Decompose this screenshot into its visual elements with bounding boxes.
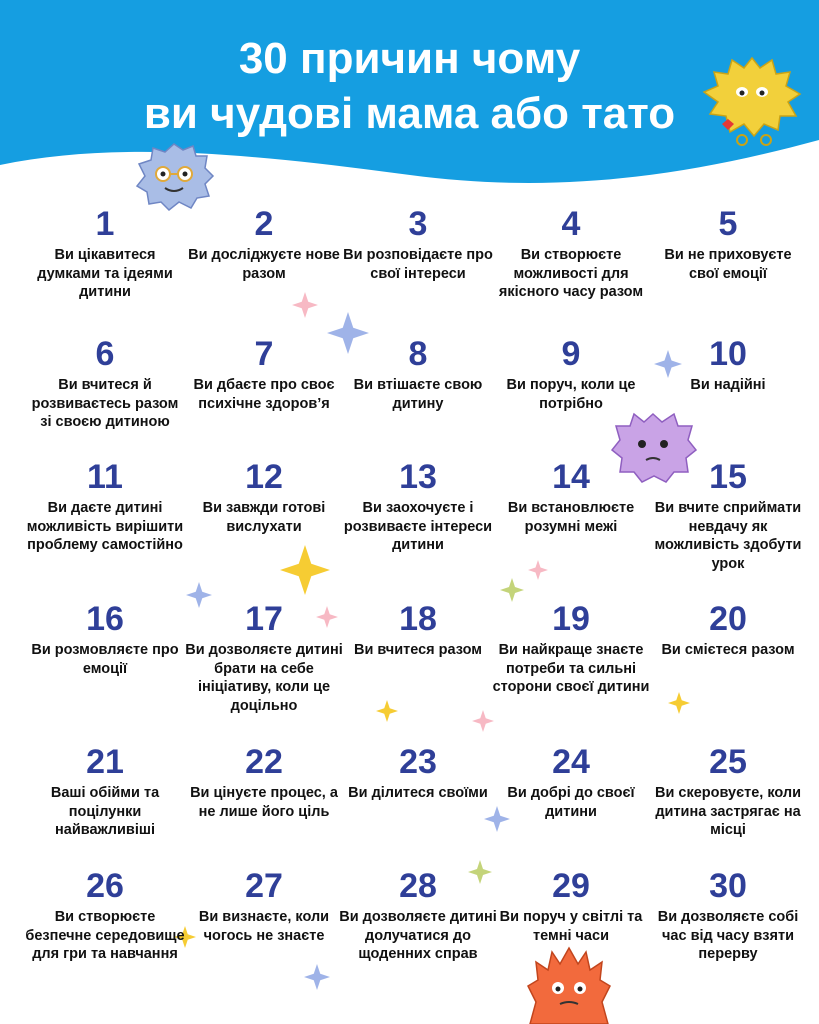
reason-text: Ви добрі до своєї дитини (507, 785, 635, 820)
reason-text: Ви створюєте можливості для якісного часу разом (498, 247, 644, 300)
sparkle-icon (528, 560, 548, 580)
reason-number: 22 (245, 743, 283, 781)
reason-item (648, 335, 808, 395)
reason-text: Ви надійні (690, 377, 766, 393)
reason-text: Ви поруч, коли це потрібно (506, 377, 636, 412)
reason-item (648, 867, 808, 964)
reason-text: Ви дозволяєте дитині брати на себе ініціативу, коли це доцільно (185, 642, 343, 714)
reason-text: Ви скеровуєте, коли дитина застрягає на місці (654, 785, 802, 838)
reason-item (338, 205, 498, 283)
reason-number: 3 (408, 205, 428, 243)
reason-item (184, 335, 344, 413)
reason-item (25, 458, 185, 555)
reason-number: 28 (399, 867, 437, 905)
reason-text: Ви завжди готові вислухати (202, 500, 326, 535)
reason-item (25, 600, 185, 678)
reason-item (491, 600, 651, 697)
reason-number: 30 (709, 867, 747, 905)
page-title-line-1: 30 причин чому (238, 34, 581, 83)
reason-number: 15 (709, 458, 747, 496)
reason-number: 11 (87, 458, 123, 496)
reason-text: Ви вчитеся й розвиваєтесь разом зі своєю дитиною (31, 377, 179, 430)
reason-item (184, 600, 344, 715)
sparkle-icon (500, 578, 524, 602)
reason-number: 8 (408, 335, 428, 373)
reason-item (491, 743, 651, 821)
reason-item (338, 600, 498, 660)
reason-number: 7 (254, 335, 274, 373)
reason-text: Ви цікавитеся думками та ідеями дитини (37, 247, 173, 300)
page-title-line-2: ви чудові мама або тато (143, 89, 676, 138)
reason-item (338, 867, 498, 964)
reason-item (338, 335, 498, 413)
reason-text: Ви смієтеся разом (661, 642, 795, 658)
reason-number: 21 (86, 743, 124, 781)
reason-text: Ваші обійми та поцілунки найважливіші (50, 785, 160, 838)
reason-text: Ви ділитеся своїми (348, 785, 488, 801)
sparkle-icon (304, 964, 330, 990)
reason-item (184, 867, 344, 945)
reason-number: 20 (709, 600, 747, 638)
reason-number: 6 (95, 335, 115, 373)
reason-text: Ви дбаєте про своє психічне здоров’я (193, 377, 335, 412)
reason-number: 18 (399, 600, 437, 638)
sparkle-icon (472, 710, 494, 732)
reason-text: Ви досліджуєте нове разом (188, 247, 340, 282)
reason-text: Ви розмовляєте про емоції (31, 642, 179, 677)
reason-text: Ви розповідаєте про свої інтереси (343, 247, 493, 282)
reason-text: Ви вчитеся разом (354, 642, 482, 658)
reason-text: Ви створюєте безпечне середовище для гри та навчання (25, 909, 185, 962)
reason-item (648, 600, 808, 660)
reason-item (491, 867, 651, 945)
reason-item (491, 335, 651, 413)
reason-number: 24 (552, 743, 590, 781)
reason-number: 16 (86, 600, 124, 638)
reason-number: 19 (552, 600, 590, 638)
reason-item (184, 205, 344, 283)
reason-item (648, 743, 808, 840)
reason-number: 1 (95, 205, 115, 243)
reason-text: Ви встановлюєте розумні межі (507, 500, 635, 535)
reason-number: 13 (399, 458, 437, 496)
reason-number: 12 (245, 458, 283, 496)
reason-number: 4 (561, 205, 581, 243)
reason-item (25, 743, 185, 840)
reason-item (491, 458, 651, 536)
reason-text: Ви даєте дитині можливість вирішити проблему самостійно (26, 500, 184, 553)
reason-text: Ви втішаєте свою дитину (353, 377, 483, 412)
reason-text: Ви заохочуєте і розвиваєте інтереси дитини (343, 500, 493, 553)
reason-item (25, 867, 185, 964)
reason-number: 25 (709, 743, 747, 781)
blue-fluffy-monster-icon (133, 140, 215, 212)
reason-item (338, 458, 498, 555)
reason-text: Ви дозволяєте собі час від часу взяти перерву (657, 909, 799, 962)
reason-number: 14 (552, 458, 590, 496)
reason-number: 9 (561, 335, 581, 373)
reason-text: Ви цінуєте процес, а не лише його ціль (190, 785, 338, 820)
sparkle-icon (668, 692, 690, 714)
reason-item (648, 205, 808, 283)
reason-number: 10 (709, 335, 747, 373)
sparkle-icon (292, 292, 318, 318)
reason-number: 27 (245, 867, 283, 905)
reason-item (25, 335, 185, 432)
reason-text: Ви дозволяєте дитині долучатися до щоденних справ (339, 909, 497, 962)
reason-item (338, 743, 498, 803)
reason-item (184, 743, 344, 821)
sparkle-icon (280, 545, 330, 595)
reason-number: 2 (254, 205, 274, 243)
sparkle-icon (376, 700, 398, 722)
reason-number: 26 (86, 867, 124, 905)
reason-number: 5 (718, 205, 738, 243)
reason-number: 17 (245, 600, 283, 638)
reason-number: 23 (399, 743, 437, 781)
reason-item (648, 458, 808, 573)
orange-fire-monster-icon (526, 946, 612, 1024)
reason-text: Ви визнаєте, коли чогось не знаєте (198, 909, 330, 944)
reason-text: Ви поруч у світлі та темні часи (499, 909, 643, 944)
reason-text: Ви не приховуєте свої емоції (664, 247, 792, 282)
reason-text: Ви найкраще знаєте потреби та сильні сторони своєї дитини (492, 642, 650, 695)
reason-text: Ви вчите сприймати невдачу як можливість здобути урок (654, 500, 802, 572)
reason-item (25, 205, 185, 302)
reason-item (184, 458, 344, 536)
reason-item (491, 205, 651, 302)
yellow-fluffy-monster-icon (698, 52, 806, 148)
reason-number: 29 (552, 867, 590, 905)
